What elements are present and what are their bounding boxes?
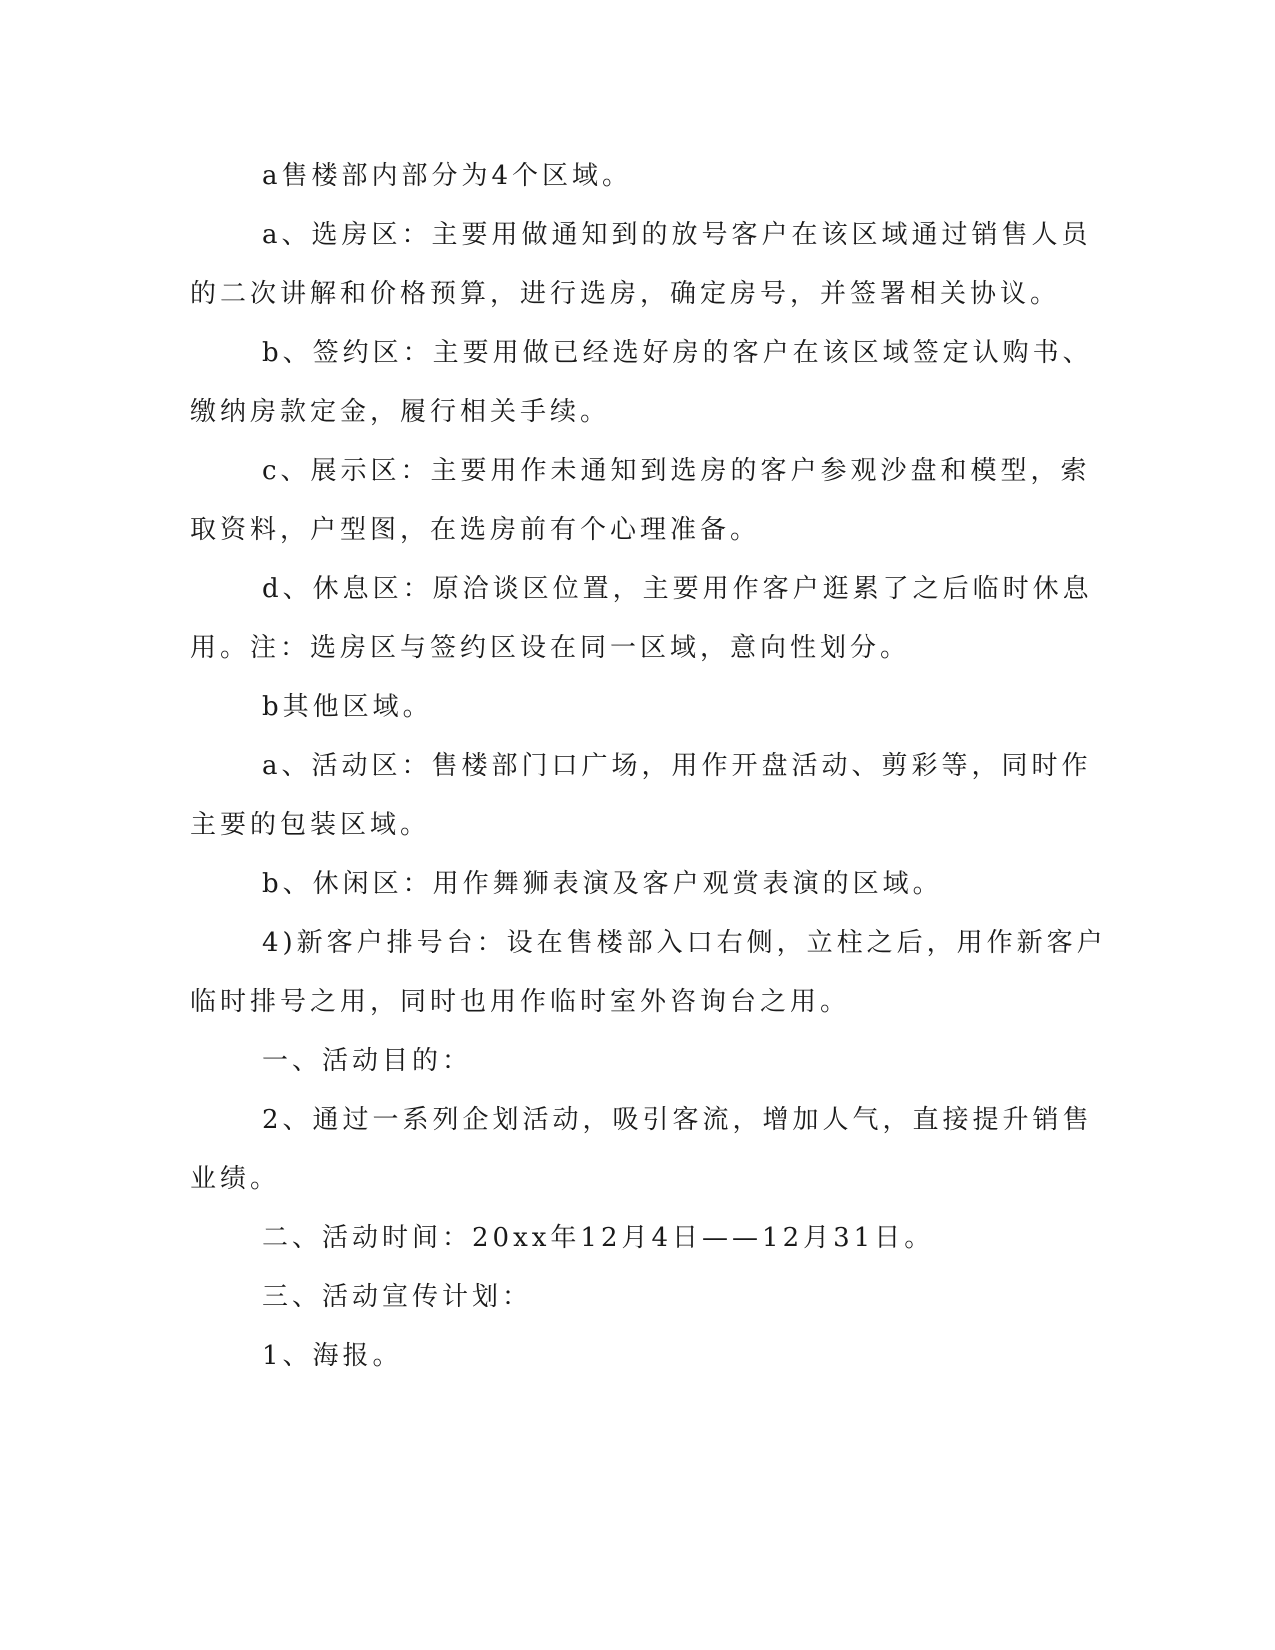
paragraph-line: 用。注：选房区与签约区设在同一区域，意向性划分。	[190, 633, 911, 663]
paragraph-line: a、活动区：售楼部门口广场，用作开盘活动、剪彩等，同时作	[262, 751, 1092, 781]
paragraph-line: 的二次讲解和价格预算，进行选房，确定房号，并签署相关协议。	[190, 279, 1061, 309]
paragraph-line: 缴纳房款定金，履行相关手续。	[190, 397, 611, 427]
paragraph-line: a售楼部内部分为4个区域。	[262, 161, 633, 191]
paragraph-line: b其他区域。	[262, 692, 433, 722]
paragraph-line: a、选房区：主要用做通知到的放号客户在该区域通过销售人员	[262, 220, 1092, 250]
paragraph-line: 二、活动时间：20xx年12月4日——12月31日。	[262, 1223, 935, 1253]
paragraph-line: 2、通过一系列企划活动，吸引客流，增加人气，直接提升销售	[262, 1105, 1093, 1135]
paragraph-line: 三、活动宣传计划：	[262, 1282, 533, 1312]
paragraph-line: 业绩。	[190, 1164, 281, 1194]
paragraph-line: 临时排号之用，同时也用作临时室外咨询台之用。	[190, 987, 851, 1017]
paragraph-line: c、展示区：主要用作未通知到选房的客户参观沙盘和模型，索	[262, 456, 1091, 486]
paragraph-line: 一、活动目的：	[262, 1046, 473, 1076]
paragraph-line: 主要的包装区域。	[190, 810, 431, 840]
paragraph-line: 4)新客户排号台：设在售楼部入口右侧，立柱之后，用作新客户	[262, 928, 1107, 958]
paragraph-line: 取资料，户型图，在选房前有个心理准备。	[190, 515, 761, 545]
paragraph-line: b、签约区：主要用做已经选好房的客户在该区域签定认购书、	[262, 338, 1093, 368]
paragraph-line: 1、海报。	[262, 1341, 403, 1371]
paragraph-line: d、休息区：原洽谈区位置，主要用作客户逛累了之后临时休息	[262, 574, 1093, 604]
paragraph-line: b、休闲区：用作舞狮表演及客户观赏表演的区域。	[262, 869, 943, 899]
